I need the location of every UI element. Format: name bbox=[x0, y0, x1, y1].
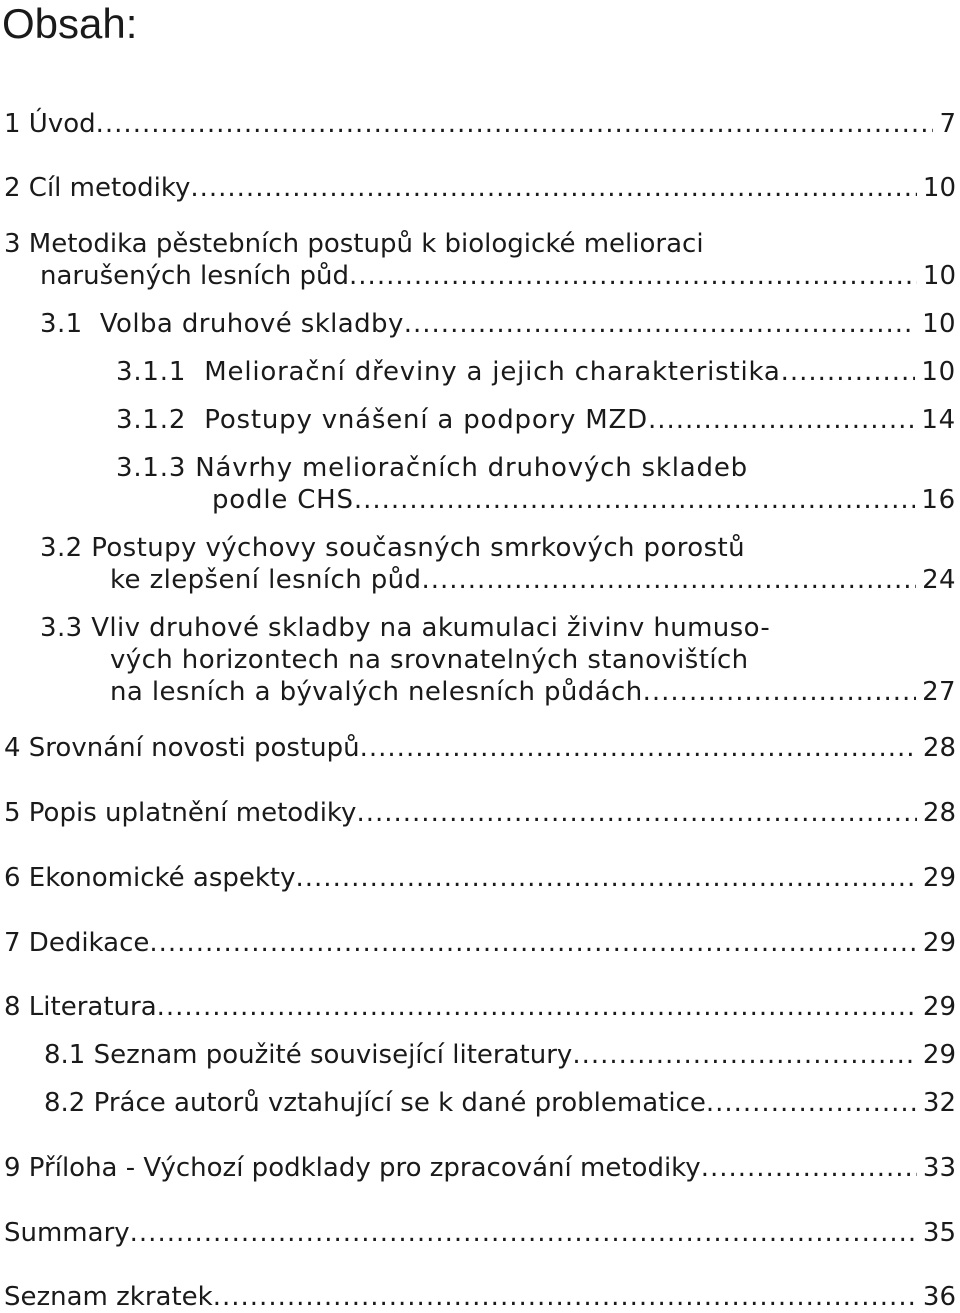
toc-page-number: 10 bbox=[922, 309, 956, 339]
toc-entry-dedikace[interactable] bbox=[4, 927, 956, 959]
leader-dots bbox=[404, 308, 916, 340]
leader-dots bbox=[349, 260, 917, 292]
leader-dots bbox=[706, 1087, 917, 1119]
toc-entry-volba-druhove-skladby[interactable] bbox=[40, 308, 956, 340]
toc-page-number: 29 bbox=[922, 863, 956, 893]
toc-entry-label: Seznam zkratek bbox=[4, 1282, 213, 1312]
leader-dots bbox=[96, 108, 934, 140]
toc-entry-label: 9 Příloha - Výchozí podklady pro zpracování metodiky bbox=[4, 1153, 701, 1183]
toc-page-number: 27 bbox=[922, 677, 956, 707]
page-title: Obsah: bbox=[2, 0, 138, 47]
toc-entry-navrhy-melioracnich[interactable] bbox=[212, 484, 956, 516]
toc-entry-label: na lesních a bývalých nelesních půdách bbox=[110, 677, 643, 707]
toc-page-number: 10 bbox=[922, 173, 956, 203]
toc-entry-label: 3.1.1 Meliorační dřeviny a jejich charakteristika bbox=[116, 357, 781, 387]
toc-page-number: 7 bbox=[939, 109, 956, 139]
toc-entry-seznam-zkratek[interactable] bbox=[4, 1281, 956, 1313]
leader-dots bbox=[360, 732, 917, 764]
leader-dots bbox=[421, 564, 916, 596]
toc-entry-cil-metodiky[interactable] bbox=[4, 172, 956, 204]
toc-entry-label-line2: vých horizontech na srovnatelných stanovištích bbox=[110, 645, 749, 675]
toc-entry-literatura[interactable] bbox=[4, 991, 956, 1023]
toc-entry-label: 2 Cíl metodiky bbox=[4, 173, 191, 203]
toc-entry-metodika[interactable] bbox=[40, 260, 956, 292]
toc-entry-label-line1: 3.3 Vliv druhové skladby na akumulaci živinv humuso- bbox=[40, 613, 771, 643]
toc-entry-label: 5 Popis uplatnění metodiky bbox=[4, 798, 357, 828]
toc-entry-uvod[interactable] bbox=[4, 108, 956, 140]
toc-entry-prace-autoru[interactable] bbox=[44, 1087, 956, 1119]
toc-page-number: 29 bbox=[922, 992, 956, 1022]
toc-entry-srovnani-novosti[interactable] bbox=[4, 732, 956, 764]
toc-entry-label: ke zlepšení lesních půd bbox=[110, 565, 422, 595]
toc-entry-summary[interactable] bbox=[4, 1217, 956, 1249]
leader-dots bbox=[701, 1152, 917, 1184]
leader-dots bbox=[356, 797, 916, 829]
toc-entry-label: Summary bbox=[4, 1218, 130, 1248]
toc-page-number: 10 bbox=[921, 357, 956, 387]
toc-page-number: 29 bbox=[922, 928, 956, 958]
toc-entry-melioracni-dreviny[interactable] bbox=[116, 356, 956, 388]
leader-dots bbox=[648, 404, 915, 436]
toc-page-number: 32 bbox=[922, 1088, 956, 1118]
toc-entry-label: 8.1 Seznam použité související literatury bbox=[44, 1040, 573, 1070]
toc-page-number: 29 bbox=[922, 1040, 956, 1070]
leader-dots bbox=[190, 172, 917, 204]
leader-dots bbox=[130, 1217, 917, 1249]
toc-entry-seznam-literatury[interactable] bbox=[44, 1039, 956, 1071]
toc-entry-label: 1 Úvod bbox=[4, 109, 96, 139]
toc-page-number: 28 bbox=[922, 798, 956, 828]
toc-entry-vliv-druhove-skladby[interactable] bbox=[110, 676, 956, 708]
leader-dots bbox=[572, 1039, 917, 1071]
toc-entry-priloha[interactable] bbox=[4, 1152, 956, 1184]
leader-dots bbox=[213, 1281, 917, 1313]
toc-page-number: 24 bbox=[922, 565, 956, 595]
toc-page-number: 14 bbox=[921, 405, 956, 435]
leader-dots bbox=[296, 862, 917, 894]
toc-entry-label: 7 Dedikace bbox=[4, 928, 150, 958]
leader-dots bbox=[157, 991, 917, 1023]
toc-entry-label: 6 Ekonomické aspekty bbox=[4, 863, 296, 893]
toc-entry-label: 8.2 Práce autorů vztahující se k dané problematice bbox=[44, 1088, 706, 1118]
toc-page-number: 10 bbox=[922, 261, 956, 291]
leader-dots bbox=[354, 484, 916, 516]
leader-dots bbox=[781, 356, 916, 388]
toc-entry-label: 3.1 Volba druhové skladby bbox=[40, 309, 404, 339]
toc-entry-label-line1: 3.1.3 Návrhy melioračních druhových skladeb bbox=[116, 453, 748, 483]
toc-entry-label: narušených lesních půd bbox=[40, 261, 350, 291]
toc-entry-postupy-vychovy[interactable] bbox=[110, 564, 956, 596]
toc-page-number: 36 bbox=[922, 1282, 956, 1312]
toc-entry-label: 3.1.2 Postupy vnášení a podpory MZD bbox=[116, 405, 648, 435]
toc-page-number: 35 bbox=[922, 1218, 956, 1248]
toc-page-number: 33 bbox=[922, 1153, 956, 1183]
toc-entry-postupy-vnaseni[interactable] bbox=[116, 404, 956, 436]
toc-page-number: 16 bbox=[921, 485, 956, 515]
toc-entry-label-line1: 3.2 Postupy výchovy současných smrkových porostů bbox=[40, 533, 746, 563]
toc-entry-label: 4 Srovnání novosti postupů bbox=[4, 733, 360, 763]
toc-entry-ekonomicke-aspekty[interactable] bbox=[4, 862, 956, 894]
toc-entry-popis-uplatneni[interactable] bbox=[4, 797, 956, 829]
toc-entry-label-line1: 3 Metodika pěstebních postupů k biologické melioraci bbox=[4, 229, 704, 259]
leader-dots bbox=[149, 927, 917, 959]
toc-entry-label: 8 Literatura bbox=[4, 992, 157, 1022]
toc-page-number: 28 bbox=[922, 733, 956, 763]
toc-entry-label: podle CHS bbox=[212, 485, 354, 515]
leader-dots bbox=[643, 676, 916, 708]
